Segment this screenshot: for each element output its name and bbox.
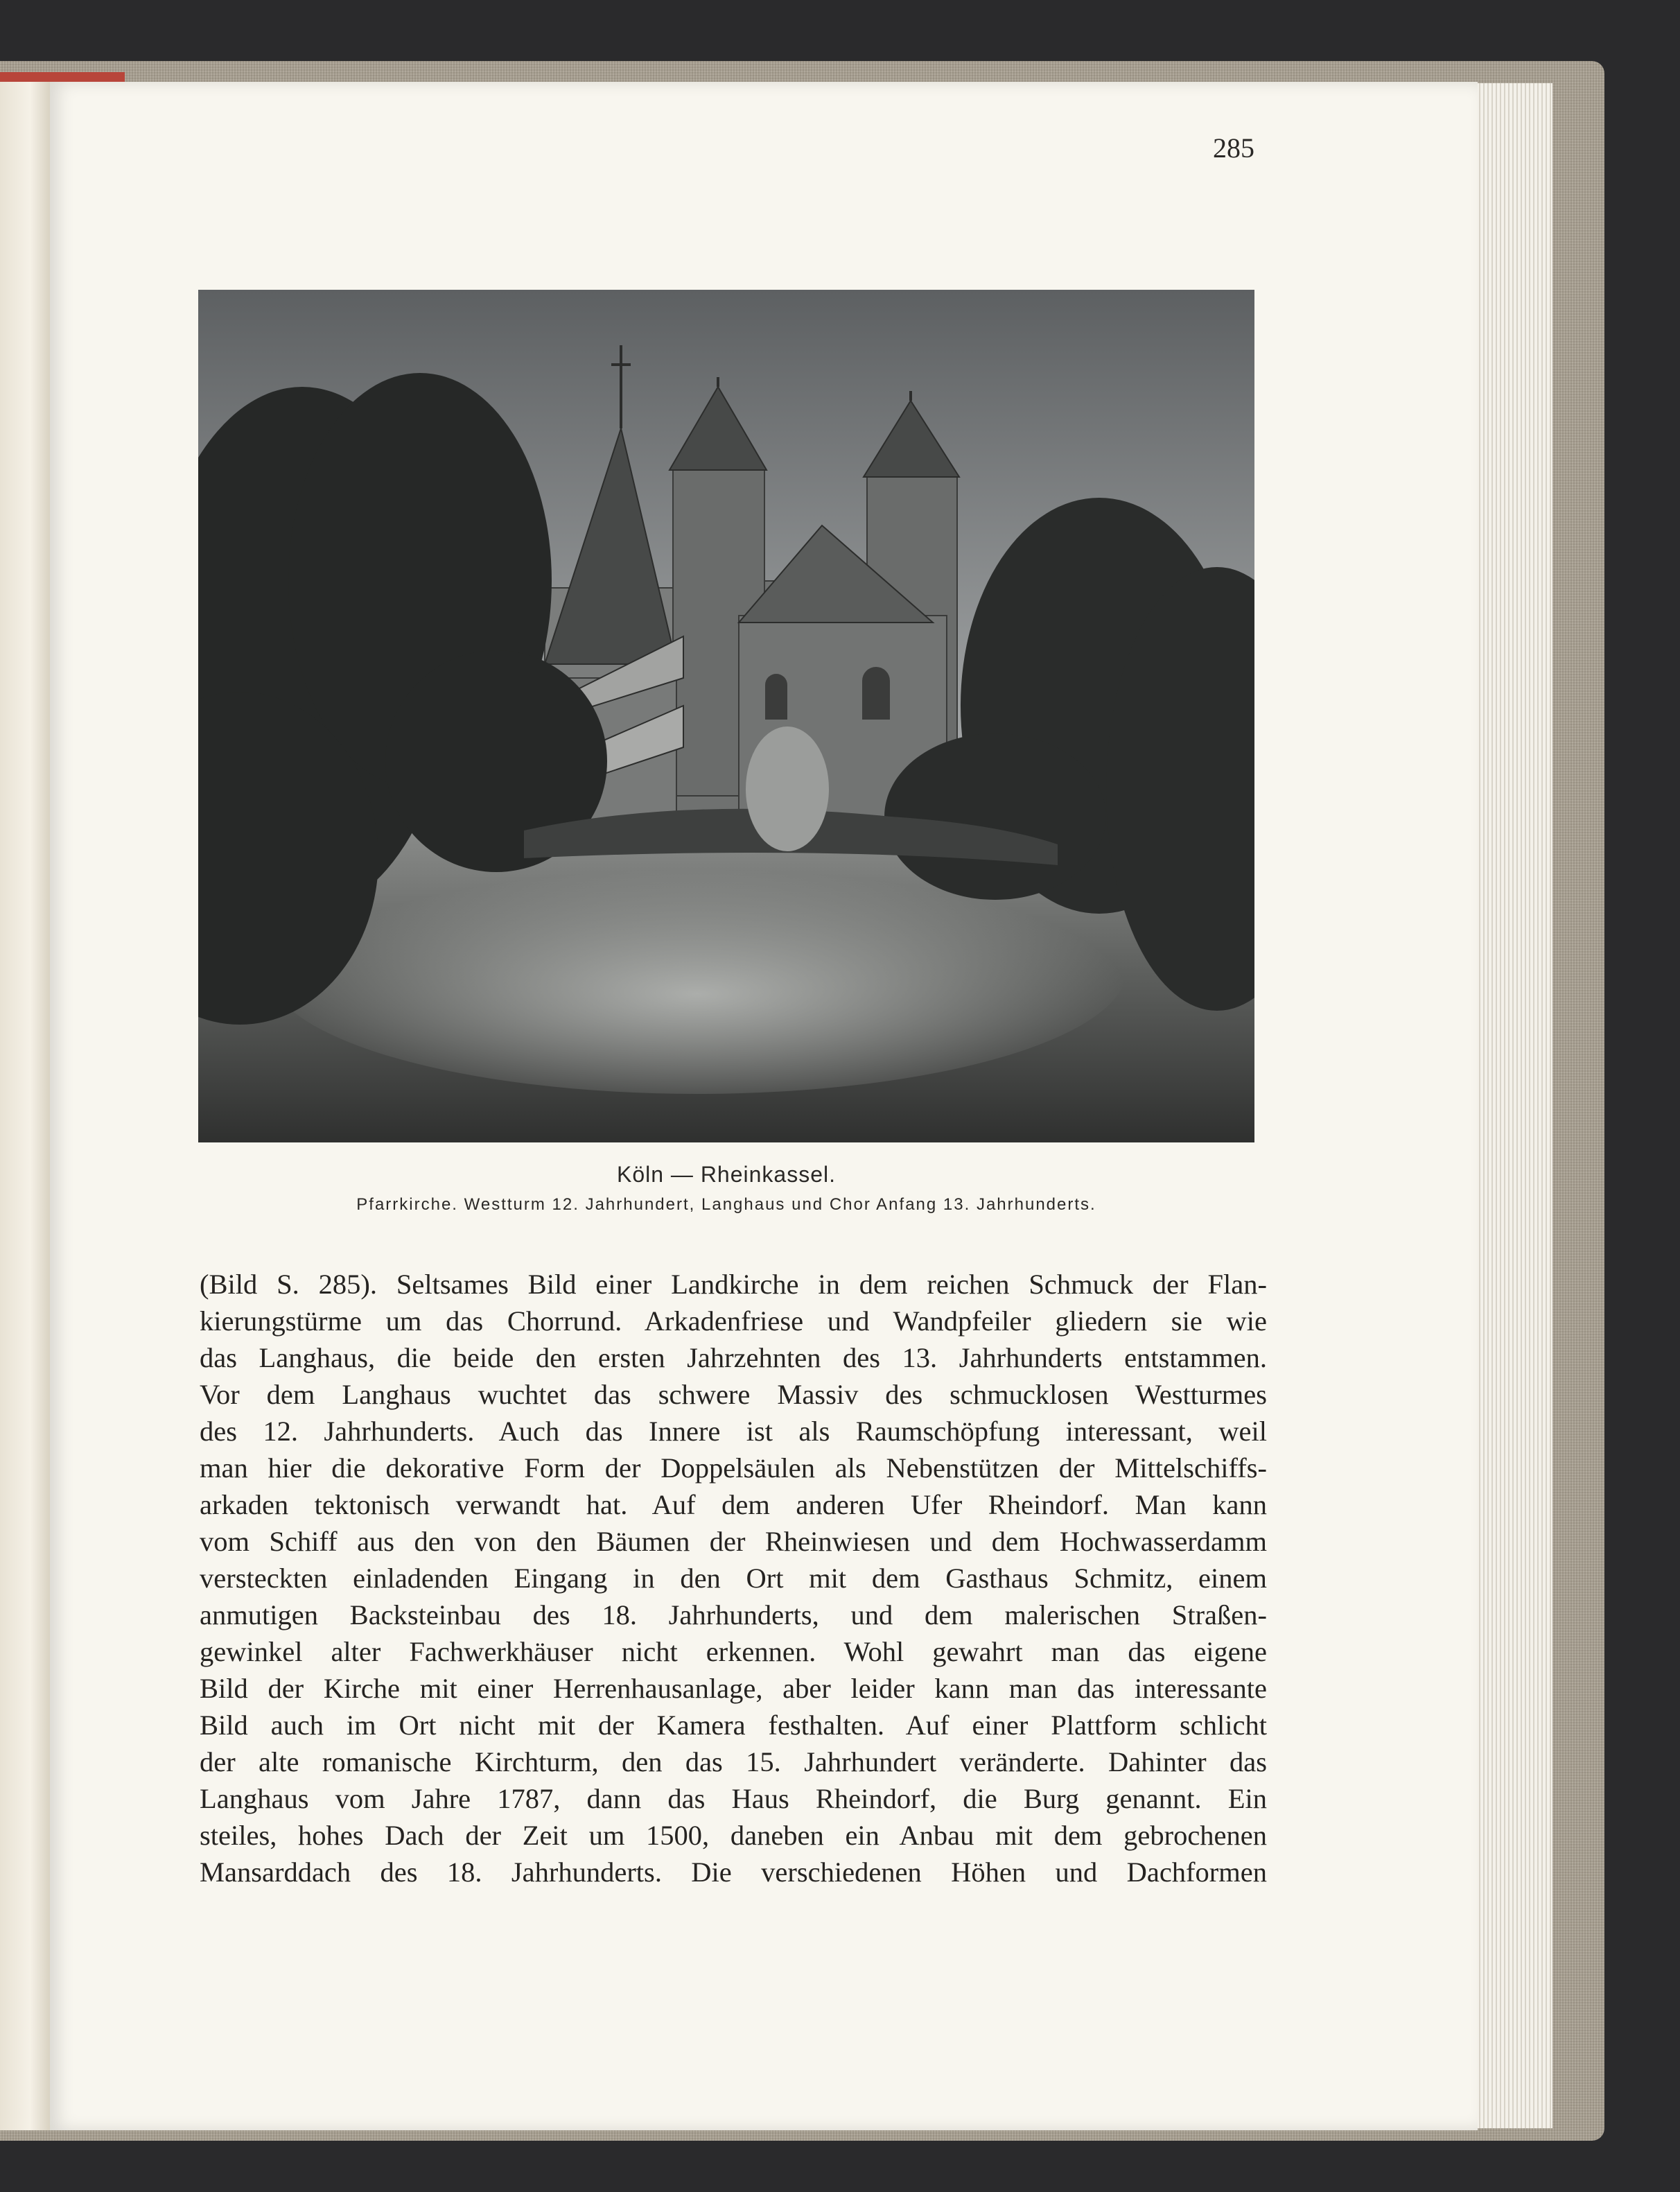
- caption-title: Köln — Rheinkassel.: [616, 1162, 837, 1187]
- text-line: versteckten einladenden Eingang in den Ort mit dem Gasthaus Schmitz, einem: [200, 1563, 1267, 1594]
- church-photo: [198, 290, 1254, 1142]
- text-line: Bild auch im Ort nicht mit der Kamera festhalten. Auf einer Plattform schlicht: [200, 1710, 1267, 1741]
- left-page: [0, 82, 50, 2130]
- text-line: arkaden tektonisch verwandt hat. Auf dem anderen Ufer Rheindorf. Man kann: [200, 1489, 1267, 1520]
- text-line: der alte romanische Kirchturm, den das 15. Jahrhundert veränderte. Dahinter das: [200, 1746, 1267, 1777]
- body-text: [200, 1266, 1267, 1890]
- text-line: kierungstürme um das Chorrund. Arkadenfriese und Wandpfeiler gliedern sie wie: [200, 1305, 1267, 1337]
- text-line: anmutigen Backsteinbau des 18. Jahrhunderts, und dem malerischen Straßen-: [200, 1599, 1267, 1630]
- text-line: gewinkel alter Fachwerkhäuser nicht erkennen. Wohl gewahrt man das eigene: [200, 1636, 1267, 1667]
- page-number: 285: [1213, 132, 1254, 164]
- text-line: Bild der Kirche mit einer Herrenhausanlage, aber leider kann man das interessante: [200, 1673, 1267, 1704]
- text-line: steiles, hohes Dach der Zeit um 1500, daneben ein Anbau mit dem gebrochenen: [200, 1820, 1267, 1851]
- text-line: das Langhaus, die beide den ersten Jahrzehnten des 13. Jahrhunderts entstammen.: [200, 1342, 1267, 1373]
- text-line: vom Schiff aus den von den Bäumen der Rheinwiesen und dem Hochwasserdamm: [200, 1526, 1267, 1557]
- text-line: man hier die dekorative Form der Doppelsäulen als Nebenstützen der Mittelschiffs-: [200, 1452, 1267, 1484]
- text-line: (Bild S. 285). Seltsames Bild einer Landkirche in dem reichen Schmuck der Flan-: [200, 1269, 1267, 1300]
- text-line: des 12. Jahrhunderts. Auch das Innere ist als Raumschöpfung interessant, weil: [200, 1416, 1267, 1447]
- text-line: Vor dem Langhaus wuchtet das schwere Massiv des schmucklosen Westturmes: [200, 1379, 1267, 1410]
- caption-subtitle: Pfarrkirche. Westturm 12. Jahrhundert, Langhaus und Chor Anfang 13. Jahrhunderts.: [356, 1195, 1096, 1214]
- text-line: Langhaus vom Jahre 1787, dann das Haus Rheindorf, die Burg genannt. Ein: [200, 1783, 1267, 1814]
- text-line: Mansarddach des 18. Jahrhunderts. Die verschiedenen Höhen und Dachformen: [200, 1856, 1267, 1888]
